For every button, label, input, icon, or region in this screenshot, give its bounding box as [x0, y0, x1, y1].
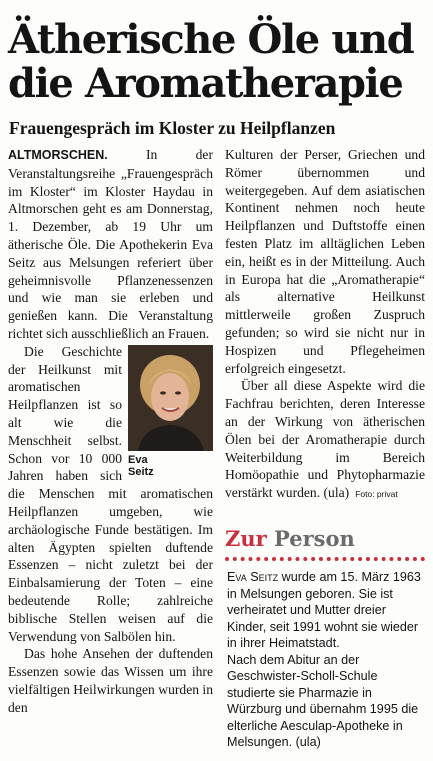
person-box-header-word-1: Zur	[225, 526, 267, 551]
photo-caption-last-name: Seitz	[128, 465, 154, 478]
paragraph-4-text: Über all diese Aspekte wird die Fachfrau berichten, deren Interesse an der Wirkung von ätherischen Ölen bei der Aromatherapie durch Weiterbildung im Bereich Homöopathie und Phytopharmazie verstärkt wurden. (ula)	[225, 378, 425, 501]
paragraph-4	[225, 377, 425, 504]
person-box-header	[225, 527, 425, 561]
person-name: Eva Seitz	[227, 570, 279, 584]
photo-caption	[128, 454, 213, 478]
article-column-2	[225, 146, 425, 504]
paragraph-1	[8, 146, 213, 343]
article-column-1	[8, 146, 213, 717]
photo-caption-first-name: Eva	[128, 453, 148, 466]
subheadline: Frauengespräch im Kloster zu Heilpflanzen	[9, 118, 336, 138]
person-box-paragraph-1	[227, 569, 423, 652]
portrait-photo	[128, 345, 213, 451]
paragraph-3-continued: Kulturen der Perser, Griechen und Römer übernommen und weitergegeben. Auf dem asiatischen Kontinent nehmen noch heute Heilpflanzen und Duftstoffe einen festen Platz im alltäglichen Leben ein, heißt es in der Mitteilung. Auch in Europa hat die „Aromatherapie“ als alternative Heilkunst mittlerweile großen Zuspruch gefunden; so wird sie nicht nur in Hospizen und Pflegeheimen erfolgreich eingesetzt.	[225, 147, 425, 376]
paragraph-3-start: Das hohe Ansehen der duftenden Essenzen sowie das Wissen um ihre vielfältigen Heilwirkungen wurden in den	[8, 646, 213, 715]
portrait-photo-block	[128, 345, 213, 478]
dateline: ALTMORSCHEN.	[8, 148, 108, 162]
person-box-paragraph-2: Nach dem Abitur an der Geschwister-Scholl-Schule studierte sie Pharmazie in Würzburg und übernahm 1995 die elterliche Aesculap-Apotheke in Melsungen. (ula)	[227, 652, 419, 749]
paragraph-1-text: In der Veranstaltungsreihe „Frauengespräch im Kloster“ im Kloster Haydau in Altmorschen geht es am Donnerstag, 1. Dezember, ab 19 Uhr um ätherische Öle. Die Apothekerin Eva Seitz aus Melsungen referiert über geheimnisvolle Pflanzenessenzen und wie man sie erleben und genießen kann. Die Veranstaltung richtet sich ausschließlich an Frauen.	[8, 147, 213, 341]
person-box-paragraph-1-text: wurde am 15. März 1963 in Melsungen geboren. Sie ist verheiratet und Mutter dreier Kinder, seit 1991 wohnt sie wieder in ihrer Heimatstadt.	[227, 570, 421, 650]
person-box-header-word-2: Person	[273, 526, 355, 551]
person-box-text	[227, 569, 423, 751]
headline: Ätherische Öle und die Aromatherapie	[8, 16, 414, 107]
paragraph-2: Die Geschichte der Heilkunst mit aromatischen Heilpflanzen ist so alt wie die Menschheit selbst. Schon vor 10 000 Jahren haben sich die Menschen mit aromatischen Heilpflanzen umgeben, wie archäologische Funde bestätigen. Im alten Ägypten spielten duftende Essenzen – nicht zuletzt bei der Einbalsamierung der Toten – eine bedeutende Rolle; zahlreiche biblische Stellen weisen auf die Verwendung von Salbölen hin.	[8, 343, 213, 644]
photo-credit: Foto: privat	[355, 489, 398, 500]
